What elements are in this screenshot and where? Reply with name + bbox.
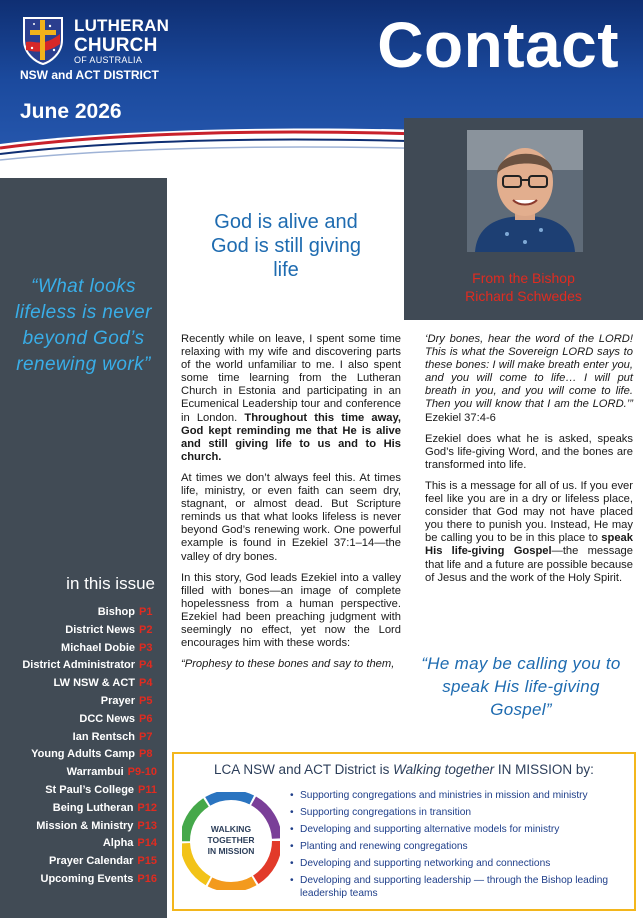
toc-item[interactable] [0, 677, 157, 695]
article-headline: God is alive and God is still giving life [210, 211, 362, 281]
toc-item-label: Alpha [102, 837, 134, 850]
article-text: Recently while on leave, I spent some time relaxing with my wife and discovering parts of the world unfamiliar to me. I also spent some time learning from the Lutheran Church in Estonia and participating in an Ecumenical Leadership tour and conference in London. [181, 333, 401, 424]
toc-page-number: P16 [137, 872, 157, 885]
mission-wheel-icon [182, 792, 280, 890]
pull-quote: “He may be calling you to speak His life-giving Gospel” [421, 654, 621, 719]
bullet-icon: • [290, 858, 294, 869]
article-bold-text: Throughout this time away, God kept reminding me that He is alive and still giving life to us and to His church. [181, 411, 401, 463]
toc-item-label: Ian Rentsch [72, 730, 135, 743]
bullet-icon: • [290, 875, 294, 886]
mission-list-item [290, 807, 630, 820]
article-paragraph: At times we don’t always feel this. At times life, ministry, or even faith can seem dry, stagnant, or almost dead. But Scripture reminds us that what looks lifeless is never beyond God’s renewing work. One powerful example is found in Ezekiel 37:1–14—the valley of dry bones. [181, 471, 401, 563]
mission-box [172, 752, 636, 911]
toc-page-number: P3 [139, 641, 153, 654]
mission-item-text: Developing and supporting alternative models for ministry [300, 824, 560, 835]
toc-item-label: Bishop [97, 606, 135, 618]
in-this-issue-heading: in this issue [66, 574, 155, 593]
lutheran-cross-logo-icon [20, 14, 66, 66]
toc-item-label: Being Lutheran [52, 801, 134, 814]
toc-page-number: P15 [137, 855, 157, 868]
wheel-text-line: TOGETHER [207, 835, 255, 845]
toc-item-label: Prayer Calendar [49, 855, 134, 868]
toc-item-label: Young Adults Camp [31, 748, 135, 761]
article-paragraph: In this story, God leads Ezekiel into a valley filled with bones—an image of complete hopelessness from a human perspective. Ezekiel had been preaching judgment with seemingly no effect, yet now the Lord encourages him with these words: [181, 571, 401, 650]
mission-item-text: Supporting congregations in transition [300, 807, 472, 818]
toc-item-label: DCC News [79, 712, 135, 725]
mission-heading-italic: Walking together [393, 762, 495, 777]
mission-list-item [290, 824, 630, 837]
toc-page-number: P5 [139, 694, 153, 707]
article-bold-text: speak His life-giving Gospel [425, 532, 634, 558]
bishop-panel [404, 118, 643, 320]
toc-item-label: District News [65, 623, 135, 636]
mission-item-text: Developing and supporting leadership — through the Bishop leading leadership teams [300, 875, 609, 899]
toc-item[interactable] [0, 855, 157, 873]
mission-list [290, 790, 630, 905]
toc-item[interactable] [0, 606, 157, 624]
logo-text-australia: OF AUSTRALIA [74, 55, 143, 65]
bullet-icon: • [290, 824, 294, 835]
toc-item-label: Prayer [100, 694, 135, 707]
toc-page-number: P4 [139, 677, 153, 690]
mission-list-item [290, 790, 630, 803]
toc-item[interactable] [0, 642, 157, 660]
toc-page-number: P2 [139, 623, 153, 636]
toc-page-number: P1 [139, 606, 153, 618]
toc-item[interactable] [0, 659, 157, 677]
toc-page-number: P4 [139, 659, 153, 672]
mission-list-item [290, 841, 630, 854]
toc-item[interactable] [0, 713, 157, 731]
toc-page-number: P13 [137, 819, 157, 832]
logo-text-lutheran: LUTHERAN [74, 16, 170, 35]
sidebar [0, 178, 167, 918]
toc-item-label: St Paul’s College [45, 783, 135, 796]
toc-item-label: Mission & Ministry [36, 819, 134, 832]
toc-item-label: Upcoming Events [40, 872, 134, 885]
newsletter-title: Contact [377, 9, 619, 81]
article-text: —the message that life and a future are possible because of Jesus and the work of the Holy Spirit. [425, 545, 633, 584]
wheel-text-line: IN MISSION [207, 846, 255, 856]
toc-item[interactable] [0, 731, 157, 749]
bullet-icon: • [290, 841, 294, 852]
scripture-text: “Prophesy to these bones and say to them, [181, 658, 395, 671]
toc-item-label: Warrambui [66, 766, 124, 779]
toc-page-number: P9-10 [127, 766, 157, 779]
toc-page-number: P6 [139, 712, 153, 725]
article-column-left [181, 333, 401, 679]
toc-page-number: P12 [137, 801, 157, 814]
logo-text-church: CHURCH [74, 35, 158, 56]
bullet-icon: • [290, 790, 294, 801]
table-of-contents [0, 606, 157, 891]
toc-item[interactable] [0, 802, 157, 820]
toc-item[interactable] [0, 748, 157, 766]
mission-list-item [290, 858, 630, 871]
toc-item-label: District Administrator [22, 659, 135, 672]
scripture-paragraph [425, 333, 633, 425]
scripture-reference: Ezekiel 37:4-6 [425, 411, 496, 424]
issue-date: June 2026 [20, 100, 122, 123]
mission-item-text: Developing and supporting networking and connections [300, 858, 551, 869]
wheel-text-line: WALKING [210, 824, 252, 834]
mission-list-item [290, 875, 630, 900]
toc-item[interactable] [0, 624, 157, 642]
article-column-right [425, 333, 633, 593]
toc-page-number: P14 [137, 837, 157, 850]
article-paragraph-italic [181, 658, 401, 671]
bullet-icon: • [290, 807, 294, 818]
toc-item-label: Michael Dobie [61, 641, 135, 654]
mission-heading [174, 762, 634, 777]
toc-page-number: P7 [139, 730, 153, 743]
article-paragraph [425, 480, 633, 585]
mission-heading-text: LCA NSW and ACT District is [214, 762, 394, 777]
toc-item[interactable] [0, 695, 157, 713]
district-name: NSW and ACT DISTRICT [20, 68, 159, 82]
toc-item[interactable] [0, 766, 157, 784]
article-text: This is a message for all of us. If you ever feel like you are in a dry or lifeless place, consider that God may not have placed you there to punish you. Instead, He may be calling you to be in this place to [425, 479, 633, 545]
article-paragraph [181, 333, 401, 464]
sidebar-quote: “What looks lifeless is never beyond God’s renewing work” [15, 276, 152, 375]
scripture-text: ‘Dry bones, hear the word of the LORD! This is what the Sovereign LORD says to these bones: I will make breath enter you, and you will come to life… I will put breath in you, and you will come to life. Then you will know that I am the LORD.’” [425, 333, 633, 411]
mission-heading-text: IN MISSION by: [494, 762, 594, 777]
bishop-photo [467, 130, 583, 252]
bishop-portrait-illustration [467, 130, 583, 252]
bishop-caption-name: Richard Schwedes [465, 288, 582, 304]
toc-page-number: P8 [139, 748, 153, 761]
mission-item-text: Supporting congregations and ministries in mission and ministry [300, 790, 588, 801]
toc-item[interactable] [0, 837, 157, 855]
article-paragraph: Ezekiel does what he is asked, speaks God’s life-giving Word, and the bones are transformed into life. [425, 432, 633, 471]
toc-item[interactable] [0, 820, 157, 838]
bishop-caption-title: From the Bishop [472, 270, 575, 286]
mission-item-text: Planting and renewing congregations [300, 841, 468, 852]
toc-item-label: LW NSW & ACT [53, 677, 135, 690]
toc-item[interactable] [0, 873, 157, 891]
toc-item[interactable] [0, 784, 157, 802]
toc-page-number: P11 [138, 783, 157, 796]
